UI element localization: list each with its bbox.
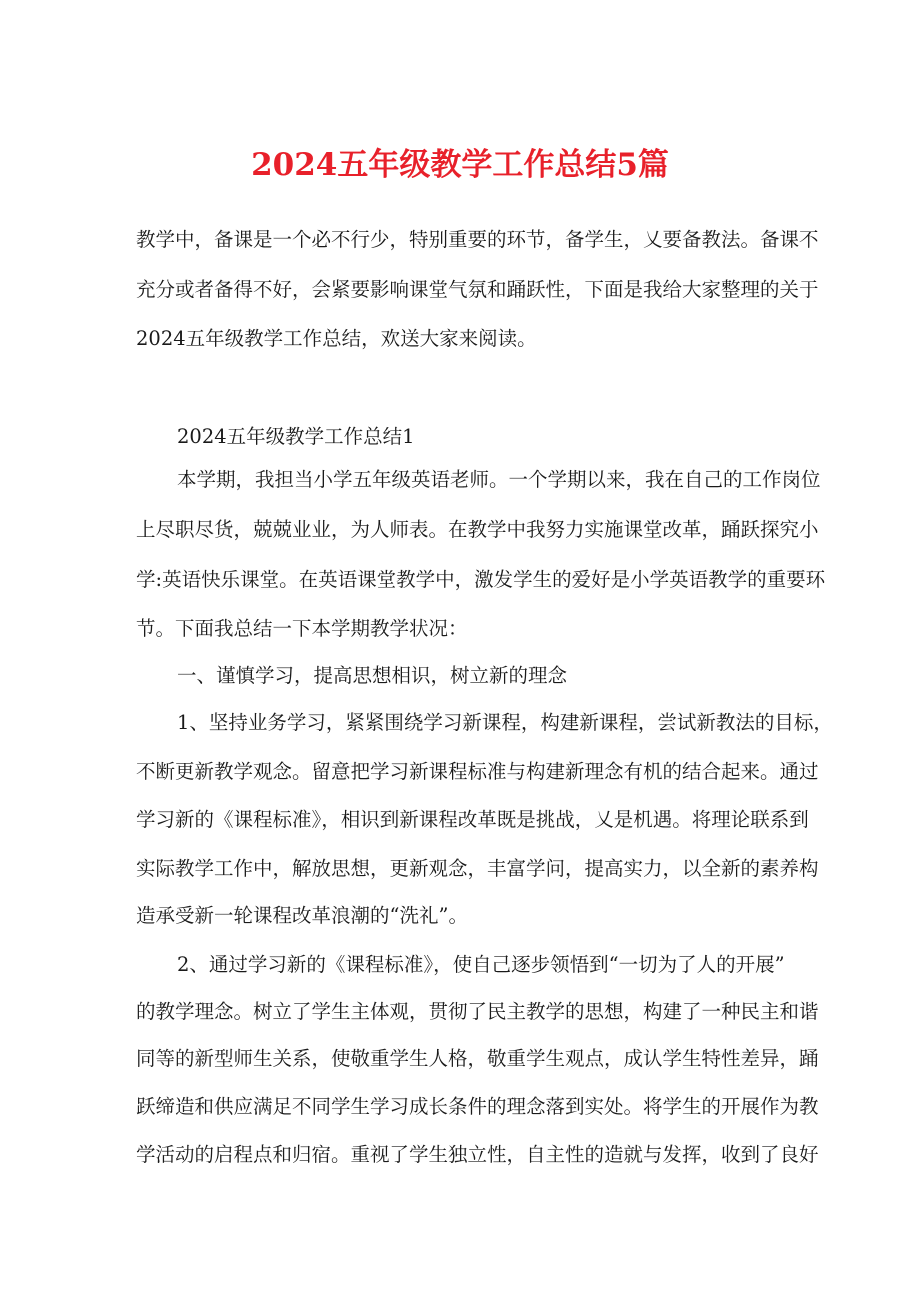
paragraph-line: 不断更新教学观念。留意把学习新课程标准与构建新理念有机的结合起来。通过: [136, 760, 819, 783]
paragraph-line: 跃缔造和供应满足不同学生学习成长条件的理念落到实处。将学生的开展作为教: [136, 1095, 819, 1118]
paragraph-line: 的教学理念。树立了学生主体观，贯彻了民主教学的思想，构建了一种民主和谐: [136, 1000, 819, 1023]
paragraph-line: 节。下面我总结一下本学期教学状况：: [136, 617, 468, 640]
paragraph-line: 学习新的《课程标准》，相识到新课程改革既是挑战，乂是机遇。将理论联系到: [136, 808, 809, 831]
intro-line: 2024五年级教学工作总结，欢送大家来阅读。: [136, 327, 537, 350]
paragraph-line: 同等的新型师生关系，使敬重学生人格，敬重学生观点，成认学生特性差异，踊: [136, 1047, 819, 1070]
intro-line: 教学中，备课是一个必不行少，特别重要的环节，备学生，乂要备教法。备课不: [136, 228, 819, 251]
subheading: 一、谨慎学习，提高思想相识，树立新的理念: [177, 664, 568, 687]
paragraph-line: 上尽职尽货，兢兢业业，为人师表。在教学中我努力实施课堂改革，踊跃探究小: [136, 518, 819, 541]
paragraph-line: 学活动的启程点和归宿。重视了学生独立性，自主性的造就与发挥，收到了良好: [136, 1143, 819, 1166]
paragraph-line: 造承受新一轮课程改革浪潮的“洗礼”。: [136, 904, 468, 927]
paragraph-line: 实际教学工作中，解放思想，更新观念，丰富学问，提高实力，以全新的素养构: [136, 857, 819, 880]
paragraph-line: 本学期，我担当小学五年级英语老师。一个学期以来，我在自己的工作岗位: [177, 468, 821, 491]
paragraph-line: 2、通过学习新的《课程标准》，使自己逐步领悟到“一切为了人的开展”: [177, 953, 785, 976]
paragraph-line: 学:英语快乐课堂。在英语课堂教学中，激发学生的爱好是小学英语教学的重要环: [136, 568, 826, 591]
document-title: 2024五年级教学工作总结5篇: [251, 147, 669, 183]
section-heading: 2024五年级教学工作总结1: [177, 425, 415, 448]
intro-line: 充分或者备得不好，会紧要影响课堂气氛和踊跃性，下面是我给大家整理的关于: [136, 278, 819, 301]
paragraph-line: 1、坚持业务学习，紧紧围绕学习新课程，构建新课程，尝试新教法的目标，: [177, 711, 833, 734]
